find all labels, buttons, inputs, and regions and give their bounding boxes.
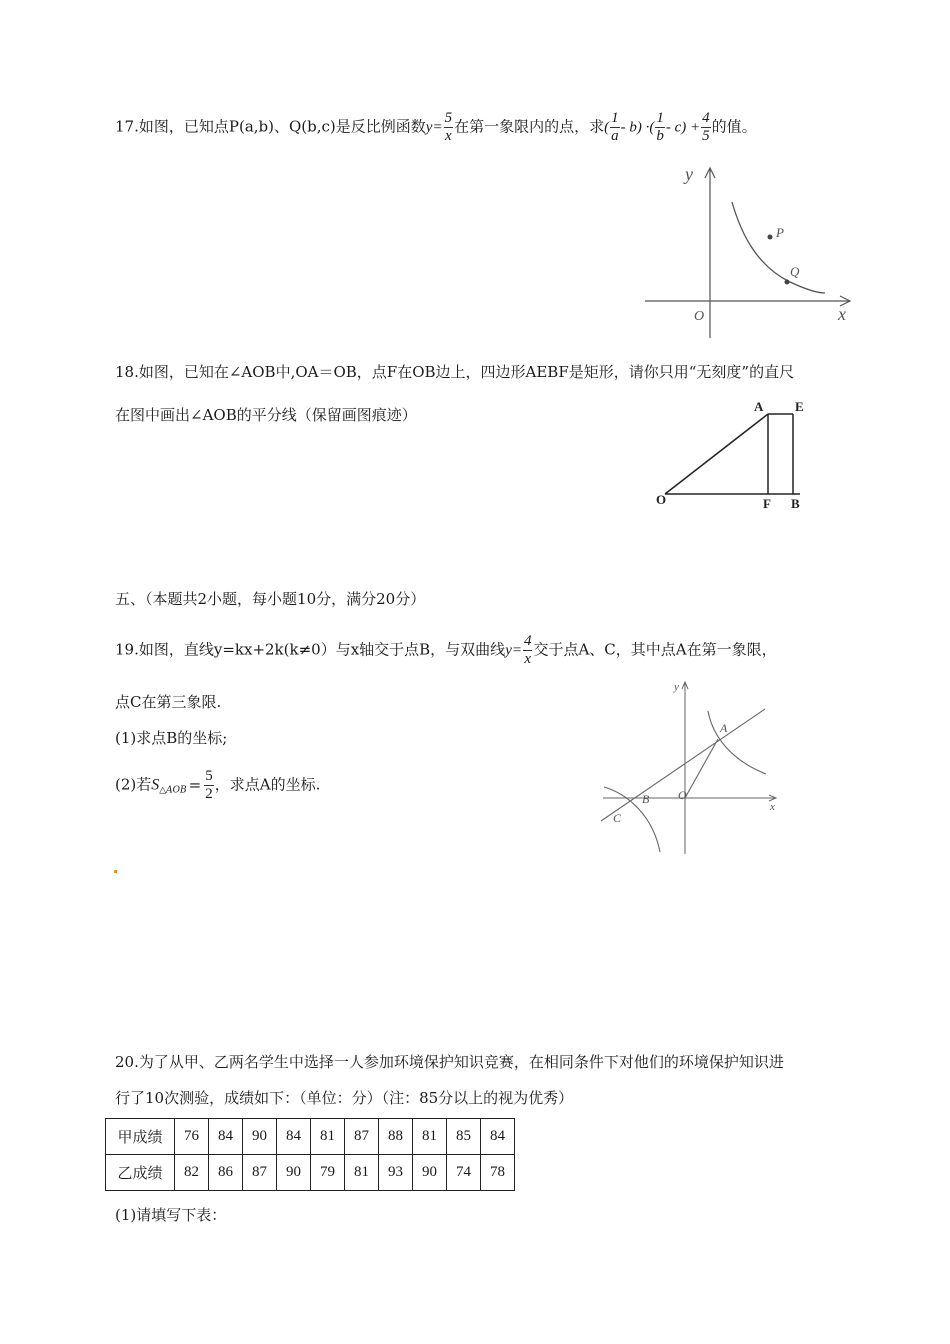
q19-line-ab bbox=[601, 709, 765, 821]
stray-orange-mark bbox=[114, 870, 117, 873]
q17-point-q bbox=[785, 280, 790, 285]
q17-label-p: P bbox=[776, 225, 784, 240]
q20-score-cell: 85 bbox=[447, 1119, 481, 1155]
q20-score-cell: 90 bbox=[243, 1119, 277, 1155]
q20-row-label: 甲成绩 bbox=[106, 1119, 175, 1155]
q20-statement-line1: 20.为了从甲、乙两名学生中选择一人参加环境保护知识竞赛，在相同条件下对他们的环境保护知识进 bbox=[115, 1053, 784, 1071]
q18-figure-rectangle bbox=[650, 396, 820, 516]
q20-score-cell: 87 bbox=[243, 1155, 277, 1191]
q17-fraction-4-over-5: $\frac{4}{5}$ bbox=[702, 110, 710, 144]
q18-label-e: E bbox=[795, 399, 804, 414]
q17-label-x: x bbox=[838, 304, 846, 324]
q18-statement-line1: 18.如图，已知在∠AOB中,OA＝OB，点F在OB边上，四边形AEBF是矩形，请你只用“无刻度”的直尺 bbox=[115, 363, 795, 381]
q20-score-cell: 87 bbox=[345, 1119, 379, 1155]
q17-fraction-5-over-x: $\frac{5}{x}$ bbox=[444, 110, 453, 144]
q19-statement-line1: 19.如图，直线y=kx+2k(k≠0）与x轴交于点B，与双曲线y= $\frac{4}{x}$ 交于点A、C，其中点A在第一象限， bbox=[115, 633, 777, 667]
q19-figure-line-hyperbola bbox=[598, 676, 788, 858]
q17-statement: 17.如图，已知点P(a,b)、Q(b,c)是反比例函数y= $\frac{5}{x}$ 在第一象限内的点，求( $\frac{1}{a}$ - b) ·( $\frac{1}{b}$ - c) + $\frac{4}{5}$ 的值。 bbox=[115, 110, 757, 144]
q20-score-cell: 81 bbox=[413, 1119, 447, 1155]
q19-label-y: y bbox=[674, 681, 679, 693]
q20-score-cell: 82 bbox=[175, 1155, 209, 1191]
q19-part2: (2)若$S_{\triangle AOB}$ = $\frac{5}{2}$ ，求点A的坐标. bbox=[115, 768, 321, 802]
q20-score-cell: 84 bbox=[209, 1119, 243, 1155]
q18-statement-line2: 在图中画出∠AOB的平分线（保留画图痕迹） bbox=[115, 406, 417, 424]
q18-label-b: B bbox=[791, 496, 800, 511]
q20-statement-line2: 行了10次测验，成绩如下：（单位：分）（注：85分以上的视为优秀） bbox=[115, 1089, 574, 1107]
q19-part1: (1)求点B的坐标; bbox=[115, 729, 228, 747]
q17-label-o: O bbox=[694, 309, 705, 324]
q18-label-o: O bbox=[656, 492, 667, 507]
q17-figure-hyperbola bbox=[640, 160, 860, 340]
q19-fraction-5-over-2: $\frac{5}{2}$ bbox=[205, 768, 213, 802]
q17-label-q: Q bbox=[790, 264, 800, 279]
q20-score-cell: 90 bbox=[413, 1155, 447, 1191]
q20-score-cell: 90 bbox=[277, 1155, 311, 1191]
q20-score-cell: 78 bbox=[481, 1155, 515, 1191]
q19-statement-line2: 点C在第三象限. bbox=[115, 693, 222, 711]
q20-score-cell: 79 bbox=[311, 1155, 345, 1191]
q18-label-f: F bbox=[763, 496, 771, 511]
q20-score-cell: 74 bbox=[447, 1155, 481, 1191]
q20-score-cell: 88 bbox=[379, 1119, 413, 1155]
q17-fraction-1-over-a: $\frac{1}{a}$ bbox=[611, 110, 619, 144]
q19-fraction-4-over-x: $\frac{4}{x}$ bbox=[523, 633, 532, 667]
q20-score-cell: 86 bbox=[209, 1155, 243, 1191]
q20-score-cell: 84 bbox=[277, 1119, 311, 1155]
q19-label-x: x bbox=[770, 801, 775, 813]
q17-point-p bbox=[768, 235, 773, 240]
q20-score-table bbox=[105, 1118, 515, 1191]
q19-label-b: B bbox=[642, 792, 650, 806]
q20-score-cell: 93 bbox=[379, 1155, 413, 1191]
q18-label-a: A bbox=[754, 399, 764, 414]
q20-score-cell: 84 bbox=[481, 1119, 515, 1155]
q20-score-cell: 81 bbox=[311, 1119, 345, 1155]
q19-label-o: O bbox=[678, 788, 687, 802]
q19-label-c: C bbox=[613, 811, 622, 825]
q20-row-label: 乙成绩 bbox=[106, 1155, 175, 1191]
q20-row-jia bbox=[106, 1119, 515, 1155]
q19-label-a: A bbox=[720, 721, 728, 735]
q17-hyperbola-curve bbox=[732, 202, 825, 293]
section-5-heading: 五、（本题共2小题，每小题10分，满分20分） bbox=[115, 590, 426, 608]
q18-segment-oa bbox=[665, 414, 768, 494]
q20-row-yi bbox=[106, 1155, 515, 1191]
q20-score-cell: 76 bbox=[175, 1119, 209, 1155]
q17-label-y: y bbox=[685, 164, 693, 184]
q17-fraction-1-over-b: $\frac{1}{b}$ bbox=[656, 110, 664, 144]
q20-part1: (1)请填写下表： bbox=[115, 1206, 227, 1224]
q19-segment-oa bbox=[685, 739, 718, 798]
q20-score-cell: 81 bbox=[345, 1155, 379, 1191]
